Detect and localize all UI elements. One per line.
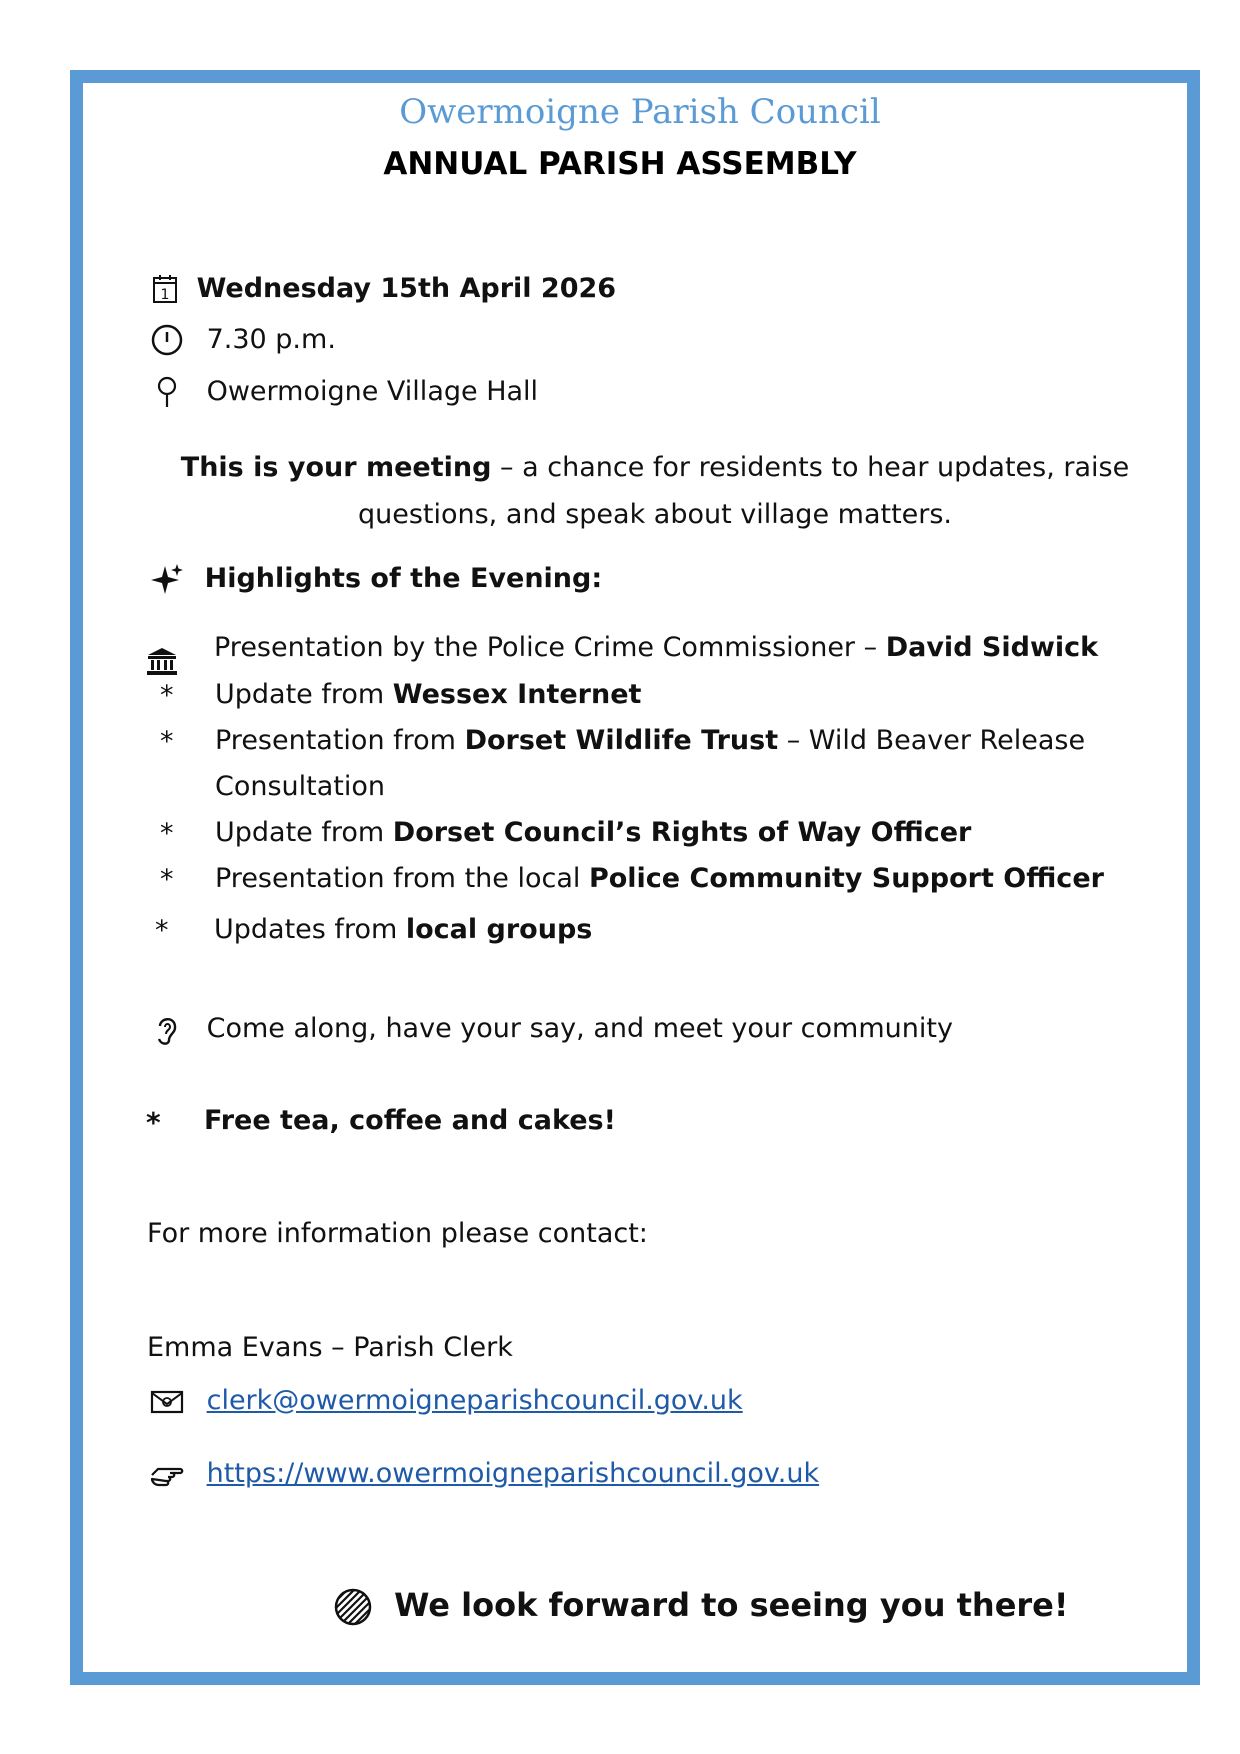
highlight-emphasis: Dorset Wildlife Trust — [464, 725, 779, 756]
contact-intro: For more information please contact: — [147, 1218, 648, 1249]
email-row — [150, 1384, 743, 1418]
closing-text: We look forward to seeing you there! — [394, 1586, 1069, 1624]
highlight-item — [214, 632, 1098, 663]
date-row — [150, 272, 616, 306]
intro-text: – a chance for residents to hear updates, raise questions, and speak about village matters. — [357, 452, 1130, 530]
highlight-emphasis: Dorset Council’s Rights of Way Officer — [392, 817, 972, 848]
highlight-item — [215, 679, 641, 710]
website-link[interactable]: https://www.owermoigneparishcouncil.gov.uk — [206, 1457, 820, 1489]
highlight-item-continued — [215, 771, 385, 802]
refreshments-text: Free tea, coffee and cakes! — [204, 1105, 616, 1136]
community-text: Come along, have your say, and meet your community — [206, 1012, 953, 1044]
highlights-heading-row — [150, 562, 602, 596]
closing-row — [333, 1586, 1068, 1627]
community-row — [150, 1012, 953, 1046]
highlight-emphasis: local groups — [405, 914, 593, 945]
highlight-item — [215, 863, 1104, 894]
time-row — [150, 323, 336, 357]
bullet-marker: * — [155, 915, 169, 946]
email-link[interactable]: clerk@owermoigneparishcouncil.gov.uk — [206, 1384, 743, 1416]
intro-paragraph — [150, 444, 1160, 538]
envelope-icon — [150, 1384, 184, 1418]
highlight-text: Presentation by the Police Crime Commissioner – — [214, 632, 886, 663]
highlight-item — [215, 725, 1085, 756]
bullet-marker: * — [160, 726, 174, 757]
meeting-venue: Owermoigne Village Hall — [206, 375, 539, 407]
meeting-time: 7.30 p.m. — [206, 323, 336, 355]
organisation-name: Owermoigne Parish Council — [399, 92, 881, 132]
highlight-text: Presentation from the local — [215, 863, 589, 894]
bullet-marker: * — [160, 864, 174, 895]
highlight-emphasis: David Sidwick — [885, 632, 1099, 663]
calendar-icon — [150, 272, 184, 306]
hatched-circle-icon — [333, 1587, 373, 1627]
venue-row — [150, 375, 538, 409]
page-title: ANNUAL PARISH ASSEMBLY — [383, 146, 857, 182]
pointing-hand-icon — [150, 1457, 184, 1491]
meeting-date: Wednesday 15th April 2026 — [196, 272, 617, 304]
highlight-emphasis: Wessex Internet — [392, 679, 642, 710]
bullet-marker: * — [160, 680, 174, 711]
website-row — [150, 1457, 819, 1491]
contact-name: Emma Evans – Parish Clerk — [147, 1332, 513, 1363]
highlight-text: – Wild Beaver Release — [778, 725, 1086, 756]
highlight-item — [214, 914, 592, 945]
bullet-marker: * — [146, 1106, 161, 1139]
highlight-emphasis: Police Community Support Officer — [588, 863, 1104, 894]
highlight-text: Presentation from — [215, 725, 465, 756]
highlight-text: Update from — [215, 817, 393, 848]
map-pin-icon — [150, 375, 184, 409]
intro-emphasis: This is your meeting — [180, 452, 492, 483]
highlight-text: Consultation — [215, 771, 386, 802]
ear-icon — [150, 1012, 184, 1046]
clock-icon — [150, 323, 184, 357]
sparkles-icon — [150, 562, 184, 596]
government-building-icon — [145, 643, 179, 677]
bullet-marker: * — [160, 818, 174, 849]
highlights-heading: Highlights of the Evening: — [204, 562, 603, 594]
svg-text:1: 1 — [160, 287, 170, 303]
highlight-text: Update from — [215, 679, 393, 710]
highlight-text: Updates from — [214, 914, 406, 945]
highlight-item — [215, 817, 971, 848]
